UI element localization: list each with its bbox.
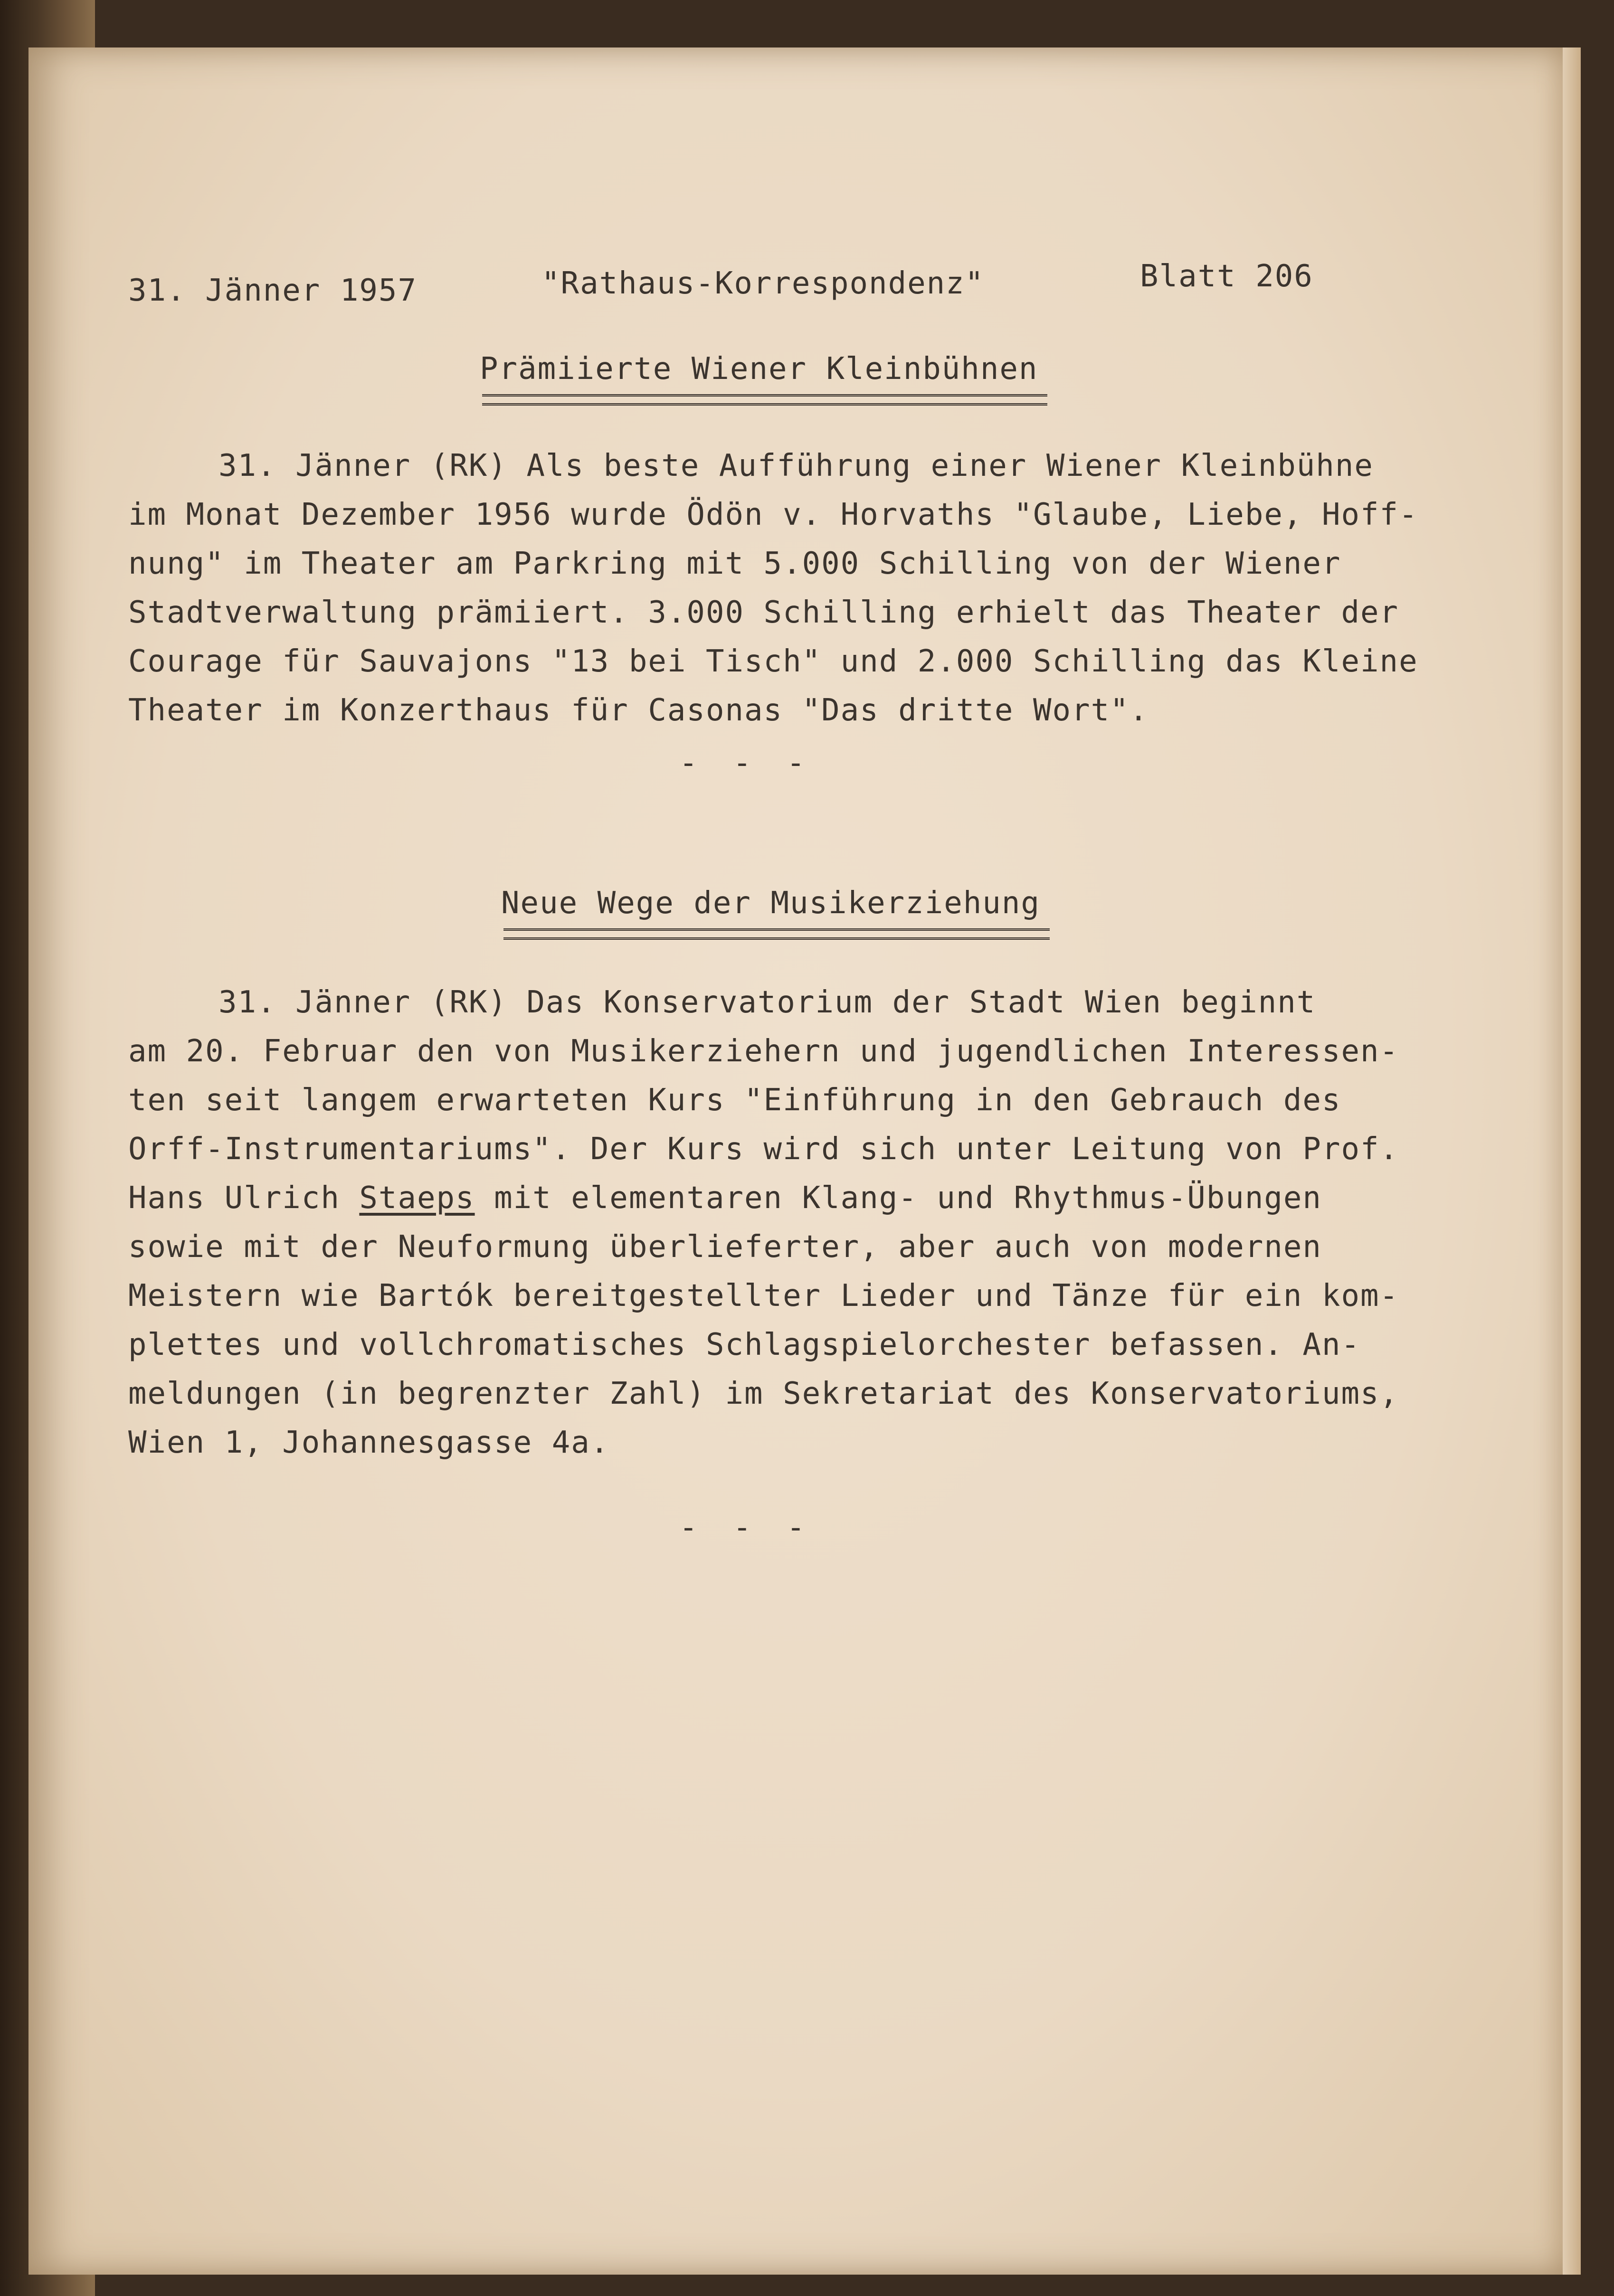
header-date: 31. Jänner 1957 [128,273,417,308]
article-2-line [128,1174,1506,1223]
article-1-line: Courage für Sauvajons "13 bei Tisch" und 2.000 Schilling das Kleine [128,644,1418,679]
article-1-line: Theater im Konzerthaus für Casonas "Das dritte Wort". [128,693,1149,728]
article-2-line: plettes und vollchromatisches Schlagspielorchester befassen. An- [128,1327,1360,1362]
article-1-title: Prämiierte Wiener Kleinbühnen [480,351,1038,387]
header-publication: "Rathaus-Korrespondenz" [541,266,985,301]
article-2-line: sowie mit der Neuformung überlieferter, aber auch von modernen [128,1229,1322,1265]
article-1-line: im Monat Dezember 1956 wurde Ödön v. Horvaths "Glaube, Liebe, Hoff- [128,497,1418,532]
article-1-line: nung" im Theater am Parkring mit 5.000 Schilling von der Wiener [128,546,1341,581]
header-sheet-number: Blatt 206 [1140,259,1313,294]
article-2-line: Meistern wie Bartók bereitgestellter Lieder und Tänze für ein kom- [128,1278,1399,1313]
article-2-line: meldungen (in begrenzter Zahl) im Sekretariat des Konservatoriums, [128,1376,1399,1411]
page-edge [1562,47,1581,2275]
article-1-body [128,442,1506,735]
article-2-line: ten seit langem erwarteten Kurs "Einführung in den Gebrauch des [128,1083,1341,1118]
article-1-separator: - - - [679,746,814,781]
article-2-body [128,978,1506,1467]
article-2-title-rule [503,928,1050,940]
article-2-line: 31. Jänner (RK) Das Konservatorium der Stadt Wien beginnt [218,985,1316,1020]
underlined-name: Staeps [359,1181,475,1216]
article-2-separator: - - - [679,1510,814,1545]
article-1-line: Stadtverwaltung prämiiert. 3.000 Schilling erhielt das Theater der [128,595,1399,630]
document-page [28,47,1563,2275]
article-2-line-start: Hans Ulrich [128,1181,340,1216]
article-2-line: Orff-Instrumentariums". Der Kurs wird sich unter Leitung von Prof. [128,1132,1399,1167]
article-2-line-end: mit elementaren Klang- und Rhythmus-Übungen [494,1181,1322,1216]
article-2-line: am 20. Februar den von Musikerziehern und jugendlichen Interessen- [128,1034,1399,1069]
article-1-title-rule [482,394,1047,406]
article-2-title: Neue Wege der Musikerziehung [501,886,1040,921]
article-1-line: 31. Jänner (RK) Als beste Aufführung einer Wiener Kleinbühne [218,448,1374,483]
article-2-line: Wien 1, Johannesgasse 4a. [128,1425,610,1460]
page-header [128,218,1411,308]
